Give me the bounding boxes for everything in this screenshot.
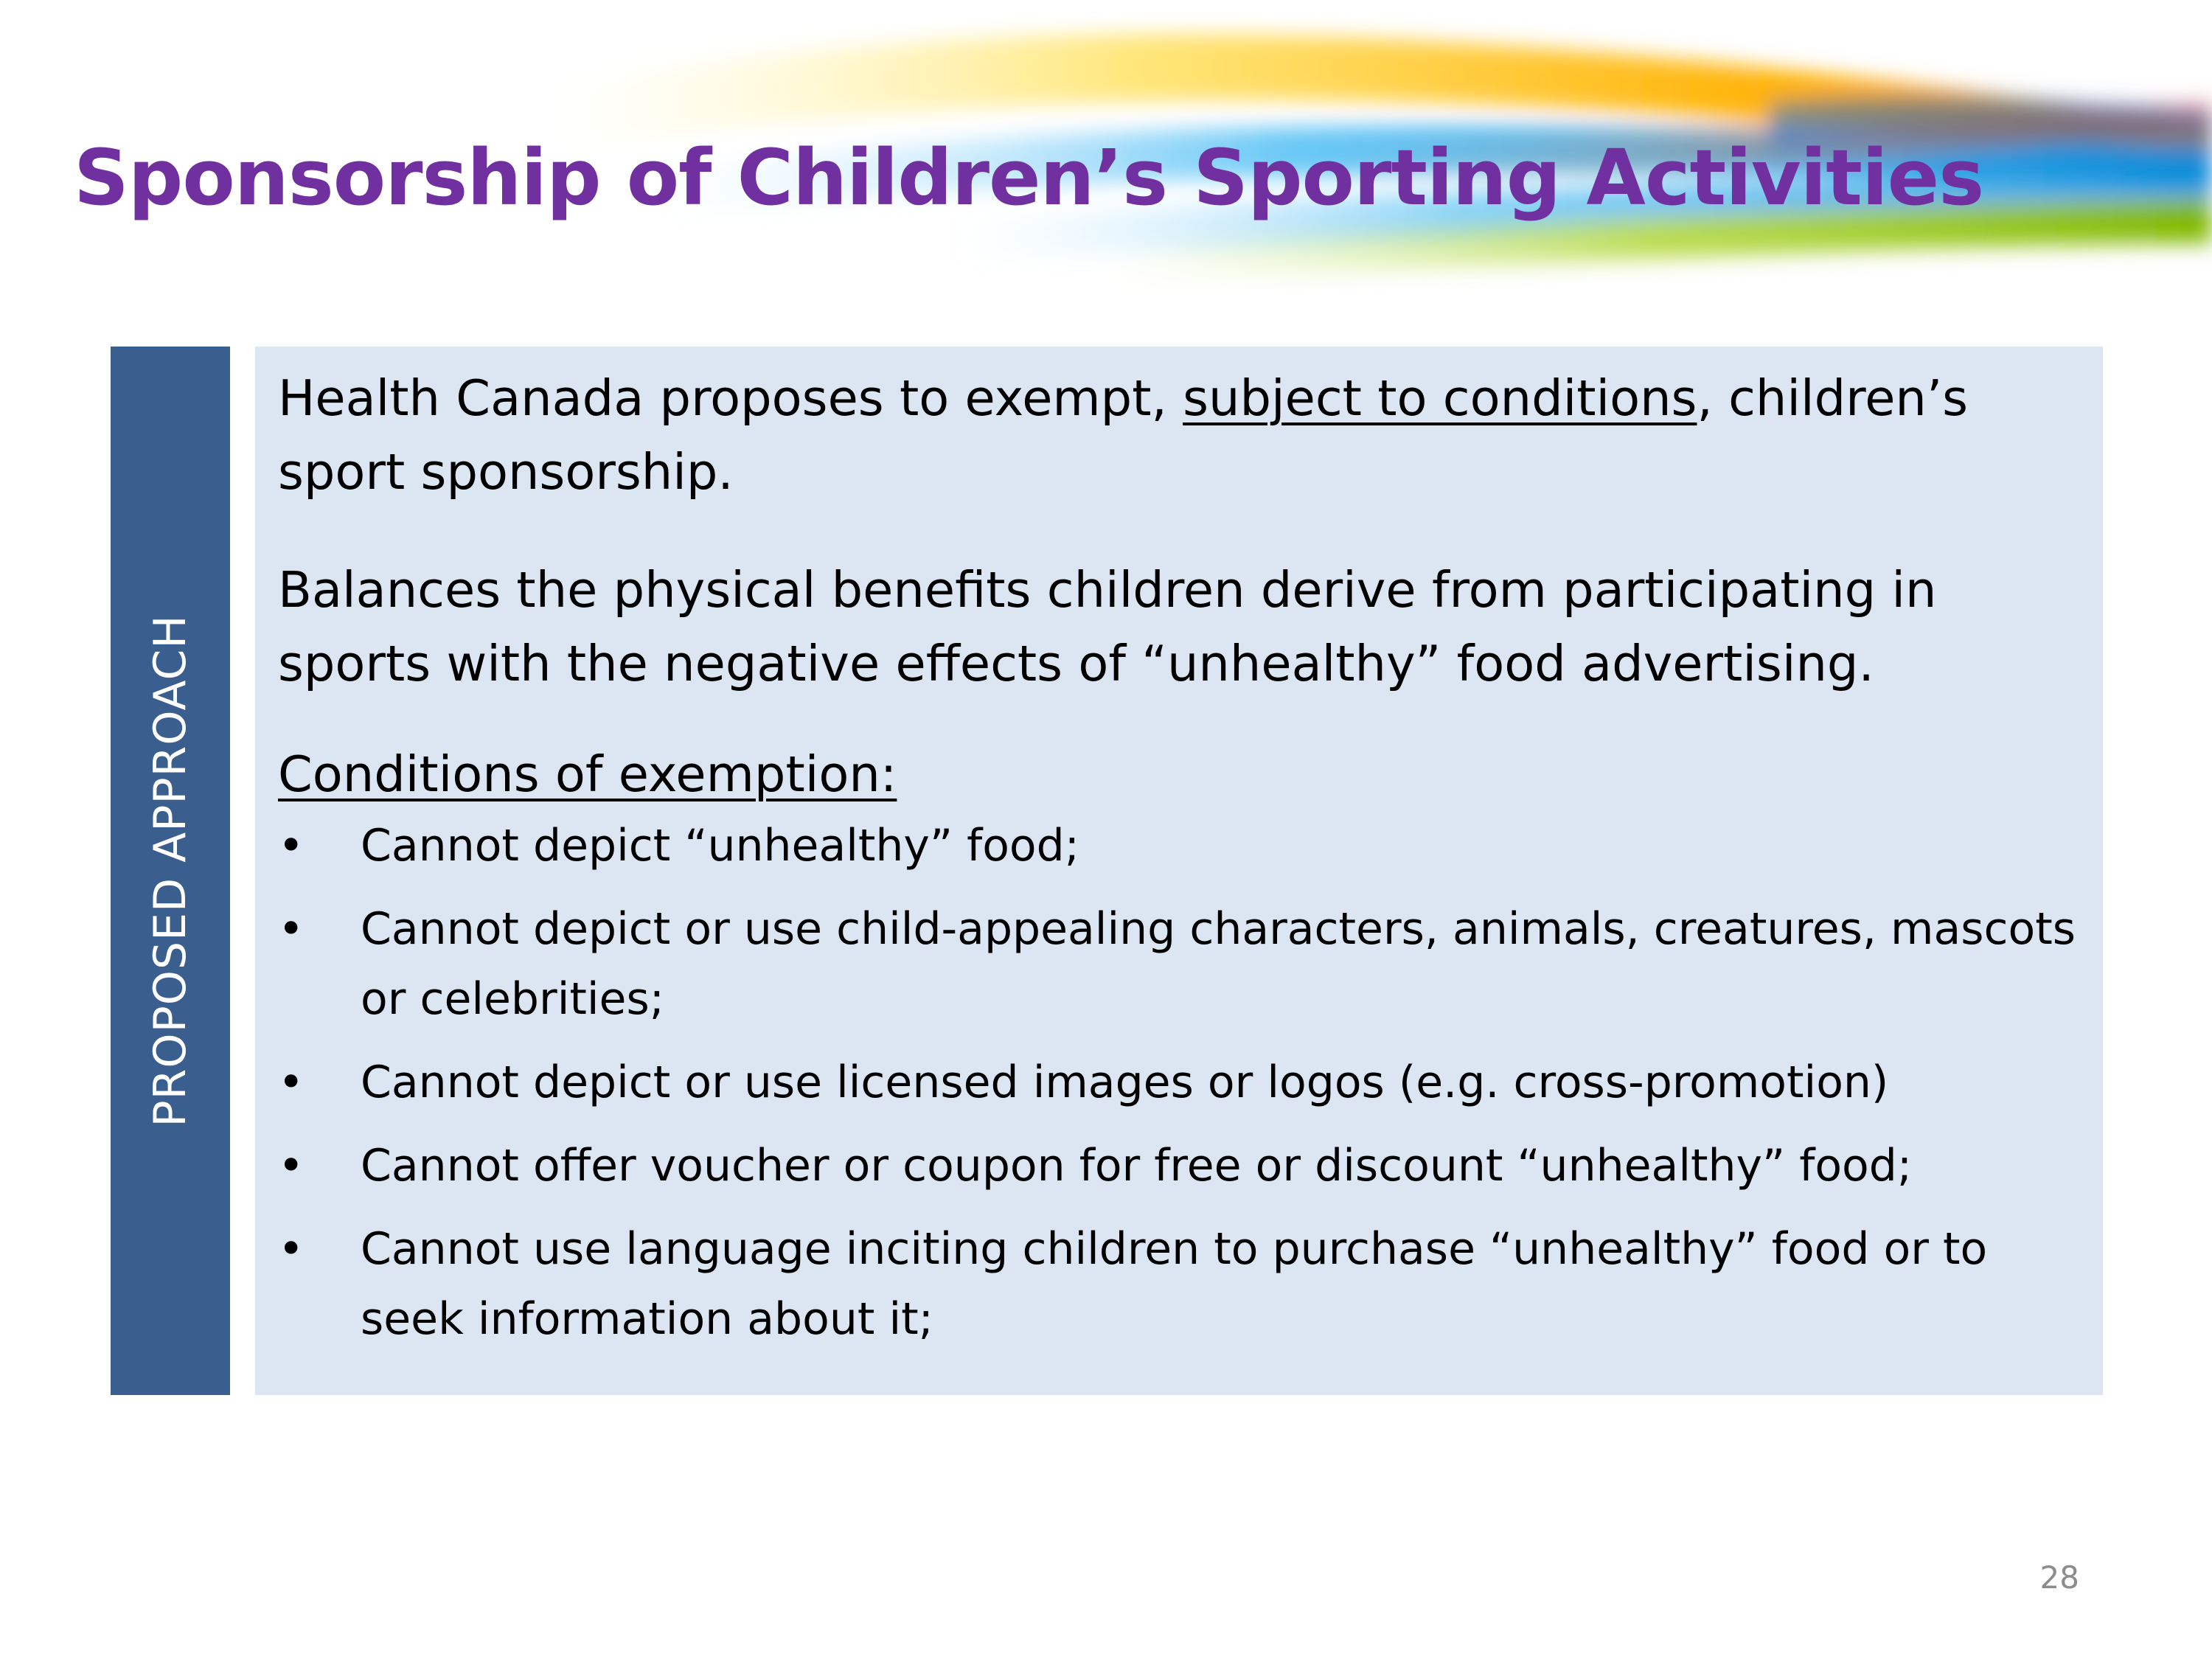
bullet-icon: •	[278, 820, 305, 872]
list-item-text: Cannot offer voucher or coupon for free or discount “unhealthy” food;	[361, 1140, 1913, 1192]
list-item-text: Cannot depict or use child-appealing characters, animals, creatures, mascots or celebrities;	[361, 903, 2076, 1025]
conditions-heading: Conditions of exemption:	[278, 745, 897, 803]
list-item	[278, 1214, 2092, 1354]
bullet-icon: •	[278, 1057, 305, 1108]
bullet-icon: •	[278, 903, 305, 955]
list-item	[278, 1131, 2092, 1201]
page-number: 28	[2039, 1559, 2079, 1596]
bullet-icon: •	[278, 1140, 305, 1192]
side-bar-label: PROPOSED APPROACH	[145, 614, 196, 1127]
list-item	[278, 811, 2092, 881]
intro-underlined-phrase: subject to conditions	[1183, 369, 1697, 427]
list-item	[278, 894, 2092, 1034]
content	[278, 361, 2092, 1354]
slide-title: Sponsorship of Children’s Sporting Activities	[74, 133, 1984, 223]
intro-text-after: , children’s sport sponsorship.	[278, 369, 1969, 501]
list-item-text: Cannot depict “unhealthy” food;	[361, 820, 1079, 872]
list-item-text: Cannot depict or use licensed images or logos (e.g. cross-promotion)	[361, 1057, 1889, 1108]
list-item-text: Cannot use language inciting children to purchase “unhealthy” food or to seek information about it;	[361, 1223, 1988, 1345]
intro-text-before: Health Canada proposes to exempt,	[278, 369, 1183, 427]
balance-paragraph: Balances the physical benefits children derive from participating in sports with the negative effects of “unhealthy” food advertising.	[278, 561, 1937, 692]
conditions-list	[278, 811, 2092, 1354]
intro-paragraph	[278, 361, 2092, 509]
list-item	[278, 1048, 2092, 1118]
bullet-icon: •	[278, 1223, 305, 1275]
